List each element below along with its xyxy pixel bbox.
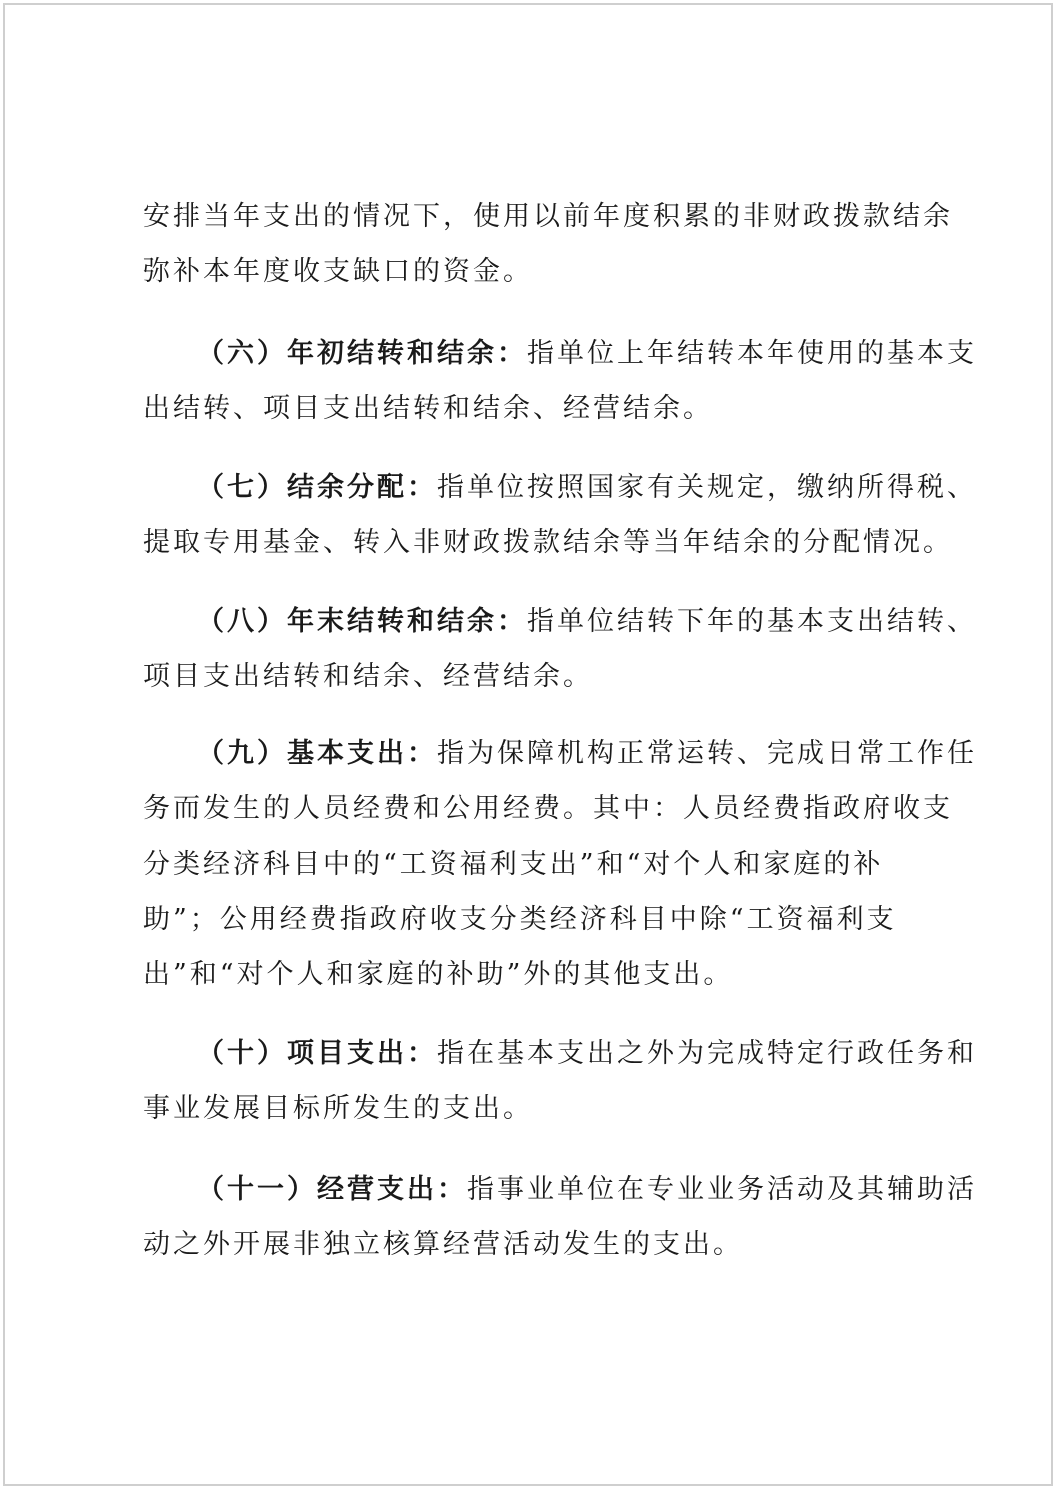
line-text: 务而发生的人员经费和公用经费。其中：人员经费指政府收支 xyxy=(143,793,953,824)
section-10-first-line xyxy=(197,1040,977,1067)
section-6-term: （六）年初结转和结余： xyxy=(197,338,527,369)
section-11-term: （十一）经营支出： xyxy=(197,1174,467,1205)
paragraph-line xyxy=(143,663,593,690)
line-text: 指事业单位在专业业务活动及其辅助活 xyxy=(467,1174,977,1205)
section-9-first-line xyxy=(197,740,977,767)
line-text: 提取专用基金、转入非财政拨款结余等当年结余的分配情况。 xyxy=(143,527,953,558)
line-text: 指单位上年结转本年使用的基本支 xyxy=(527,338,977,369)
paragraph-line xyxy=(143,1095,533,1122)
line-text: 助”；公用经费指政府收支分类经济科目中除“工资福利支 xyxy=(143,904,897,935)
paragraph-line xyxy=(143,529,953,556)
line-text: 指在基本支出之外为完成特定行政任务和 xyxy=(437,1038,977,1069)
line-text: 指为保障机构正常运转、完成日常工作任 xyxy=(437,738,977,769)
line-text: 指单位结转下年的基本支出结转、 xyxy=(527,606,977,637)
section-8-first-line xyxy=(197,608,977,635)
line-text: 安排当年支出的情况下，使用以前年度积累的非财政拨款结余 xyxy=(143,201,953,232)
line-text: 事业发展目标所发生的支出。 xyxy=(143,1093,533,1124)
line-text: 分类经济科目中的“工资福利支出”和“对个人和家庭的补 xyxy=(143,849,884,880)
line-text: 弥补本年度收支缺口的资金。 xyxy=(143,256,533,287)
line-text: 项目支出结转和结余、经营结余。 xyxy=(143,661,593,692)
section-11-first-line xyxy=(197,1176,977,1203)
paragraph-line xyxy=(143,961,733,988)
line-text: 动之外开展非独立核算经营活动发生的支出。 xyxy=(143,1229,743,1260)
paragraph-line xyxy=(143,258,533,285)
section-7-first-line xyxy=(197,474,977,501)
section-7-term: （七）结余分配： xyxy=(197,472,437,503)
section-8-term: （八）年末结转和结余： xyxy=(197,606,527,637)
section-10-term: （十）项目支出： xyxy=(197,1038,437,1069)
line-text: 出”和“对个人和家庭的补助”外的其他支出。 xyxy=(143,959,734,990)
paragraph-line xyxy=(143,851,883,878)
section-6-first-line xyxy=(197,340,977,367)
section-9-term: （九）基本支出： xyxy=(197,738,437,769)
paragraph-line xyxy=(143,795,953,822)
paragraph-line xyxy=(143,203,953,230)
paragraph-line xyxy=(143,906,897,933)
line-text: 出结转、项目支出结转和结余、经营结余。 xyxy=(143,393,713,424)
paragraph-line xyxy=(143,395,713,422)
line-text: 指单位按照国家有关规定，缴纳所得税、 xyxy=(437,472,977,503)
paragraph-line xyxy=(143,1231,743,1258)
